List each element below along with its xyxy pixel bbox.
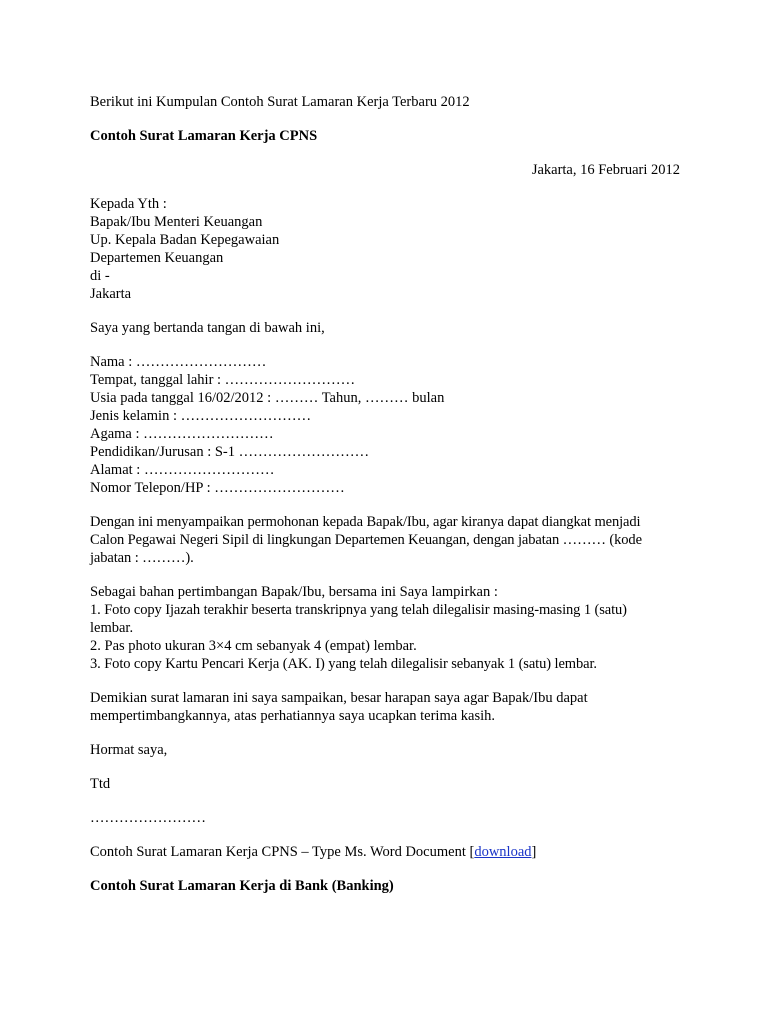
download-line [90,843,680,861]
intro-text: Berikut ini Kumpulan Contoh Surat Lamaran Kerja Terbaru 2012 [90,94,470,110]
heading-cpns: Contoh Surat Lamaran Kerja CPNS [90,128,318,144]
recipient-line: Up. Kepala Badan Kepegawaian [90,232,280,248]
recipient-line: Kepada Yth : [90,196,167,212]
field-nama: Nama : ……………………… [90,354,267,370]
attachment-item: 2. Pas photo ukuran 3×4 cm sebanyak 4 (empat) lembar. [90,638,417,654]
letter-date: Jakarta, 16 Februari 2012 [531,162,680,178]
field-usia: Usia pada tanggal 16/02/2012 : ……… Tahun, ……… bulan [90,390,445,406]
field-alamat: Alamat : ……………………… [90,462,275,478]
closing-line: mempertimbangkannya, atas perhatiannya saya ucapkan terima kasih. [90,708,496,724]
field-telepon: Nomor Telepon/HP : ……………………… [90,480,345,496]
recipient-line: Jakarta [90,286,132,302]
download-link[interactable]: download [474,844,532,860]
request-line: Dengan ini menyampaikan permohonan kepada Bapak/Ibu, agar kiranya dapat diangkat menjadi [90,514,641,530]
field-tempat-tanggal-lahir: Tempat, tanggal lahir : ……………………… [90,372,356,388]
download-suffix: ] [531,844,537,860]
recipient-line: di - [90,268,110,284]
attachment-item: 3. Foto copy Kartu Pencari Kerja (AK. I) yang telah dilegalisir sebanyak 1 (satu) lembar. [90,656,597,672]
field-pendidikan: Pendidikan/Jurusan : S-1 ……………………… [90,444,370,460]
attachments-intro: Sebagai bahan pertimbangan Bapak/Ibu, bersama ini Saya lampirkan : [90,584,498,600]
heading-bank: Contoh Surat Lamaran Kerja di Bank (Banking) [90,878,394,894]
document-body [90,93,680,895]
request-line: Calon Pegawai Negeri Sipil di lingkungan Departemen Keuangan, dengan jabatan ……… (kode [90,532,642,548]
download-prefix: Contoh Surat Lamaran Kerja CPNS – Type Ms. Word Document [ [90,844,475,860]
request-line: jabatan : ………). [90,550,194,566]
attachment-item: 1. Foto copy Ijazah terakhir beserta transkripnya yang telah dilegalisir masing-masing 1 (satu) [90,602,627,618]
recipient-line: Departemen Keuangan [90,250,224,266]
applicant-fields [90,353,680,497]
signature-line: …………………… [90,810,206,826]
regards-text: Hormat saya, [90,742,168,758]
closing-line: Demikian surat lamaran ini saya sampaikan, besar harapan saya agar Bapak/Ibu dapat [90,690,588,706]
field-jenis-kelamin: Jenis kelamin : ……………………… [90,408,312,424]
attachment-item: lembar. [90,620,134,636]
signature-text: Ttd [90,776,111,792]
opening-text: Saya yang bertanda tangan di bawah ini, [90,320,325,336]
recipient-block [90,195,680,303]
request-paragraph [90,513,680,567]
closing-paragraph [90,689,680,725]
attachments-section [90,583,680,673]
field-agama: Agama : ……………………… [90,426,274,442]
recipient-line: Bapak/Ibu Menteri Keuangan [90,214,263,230]
